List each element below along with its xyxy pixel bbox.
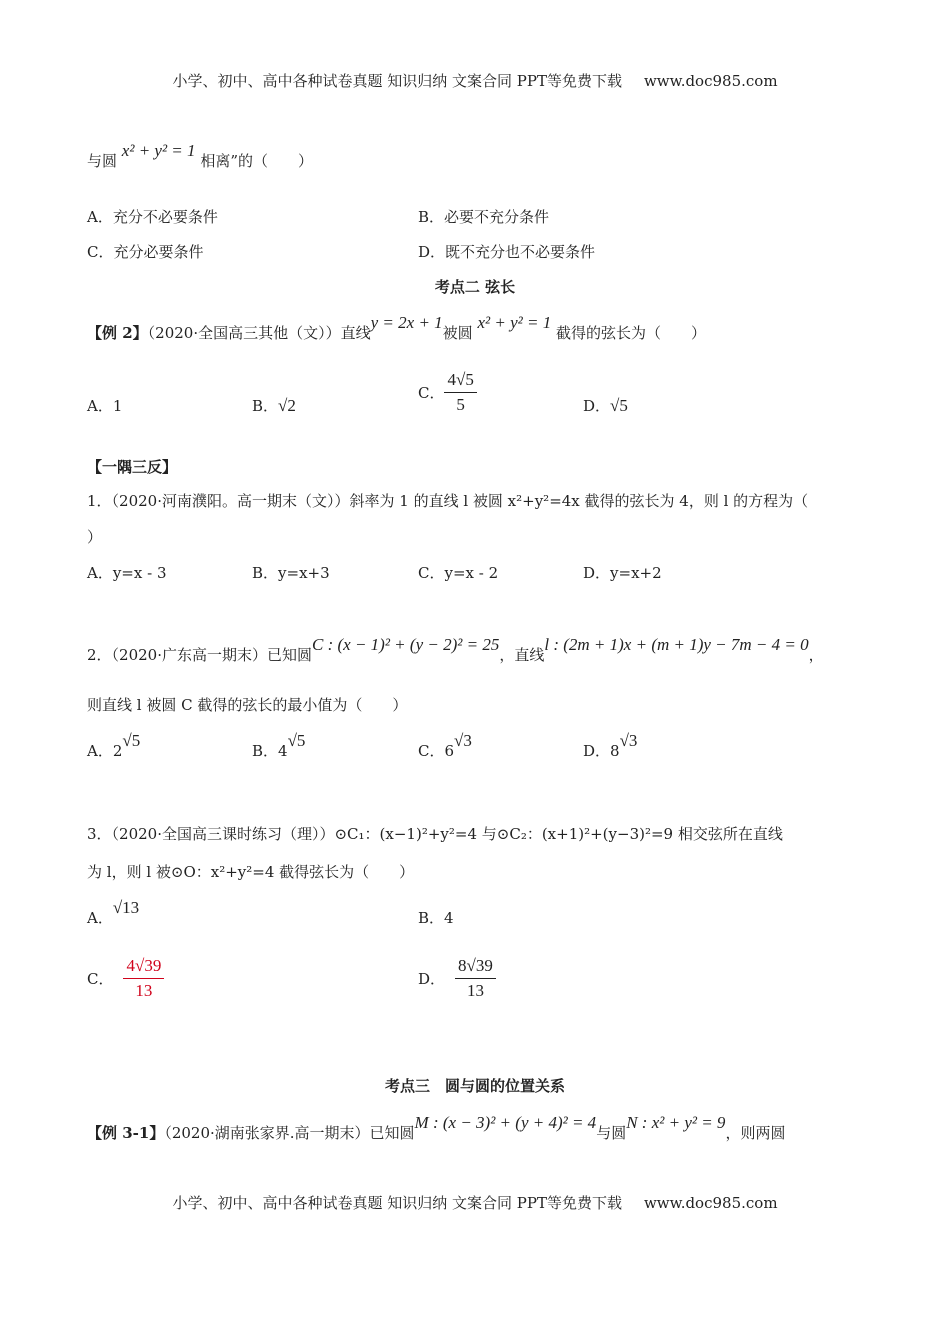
option-label: B．4 — [252, 742, 288, 760]
option-label: A．2 — [87, 742, 123, 760]
q1-text-cont: ） — [87, 528, 103, 546]
denominator: 13 — [135, 981, 153, 1000]
option-label: D．8 — [583, 742, 620, 760]
option-label: C．6 — [418, 742, 455, 760]
intro-post: 相离”的（ ） — [200, 152, 313, 170]
option-value: √2 — [278, 396, 296, 415]
header-url[interactable]: www.doc985.com — [643, 72, 778, 90]
option-label: D． — [418, 970, 446, 988]
q2-option-b — [252, 731, 306, 761]
footer-url[interactable]: www.doc985.com — [643, 1194, 778, 1212]
q2-option-a — [87, 731, 141, 761]
q3-option-a — [87, 898, 140, 928]
intro-pre: 与圆 — [87, 152, 118, 170]
q2-mid: ，直线 — [499, 646, 545, 664]
example-mid: 被圆 — [442, 324, 473, 342]
numerator: 8√39 — [455, 956, 496, 979]
q1-option-c: C．y=x - 2 — [418, 564, 499, 582]
q2-text-cont: 则直线 l 被圆 C 截得的弦长的最小值为（ ） — [87, 696, 408, 714]
q1-option-d: D．y=x+2 — [583, 564, 662, 582]
numerator: 4√5 — [444, 370, 476, 393]
denominator: 13 — [466, 981, 484, 1000]
q3-text-cont: 为 l，则 l 被⊙O：x²+y²=4 截得弦长为（ ） — [87, 863, 415, 881]
intro-line — [87, 141, 313, 171]
page-footer — [0, 1192, 950, 1213]
example-2 — [87, 313, 706, 343]
option-label: D． — [583, 397, 611, 415]
q2-text — [87, 635, 824, 665]
example-source: （2020·湖南张家界.高一期末）已知圆 — [164, 1124, 415, 1142]
q1-text: 1．（2020·河南濮阳。高一期末（文））斜率为 1 的直线 l 被圆 x²+y²=4x 截得的弦长为 4，则 l 的方程为（ — [87, 492, 809, 510]
intro-option-a: A．充分不必要条件 — [87, 208, 218, 226]
option-root: √5 — [287, 731, 306, 750]
q3-option-b: B．4 — [418, 909, 454, 927]
header-text: 小学、初中、高中各种试卷真题 知识归纳 文案合同 PPT等免费下载 — [172, 72, 622, 90]
option-label: C． — [87, 970, 114, 988]
example-post: ，则两圆 — [725, 1124, 786, 1142]
intro-option-b: B．必要不充分条件 — [418, 208, 550, 226]
fraction — [455, 956, 496, 1001]
fraction — [123, 956, 164, 1001]
example-3-1 — [87, 1113, 786, 1143]
example-mid: 与圆 — [596, 1124, 627, 1142]
example-math-circle: x² + y² = 1 — [477, 313, 552, 332]
option-value: 1 — [112, 397, 123, 415]
option-value: √5 — [610, 396, 628, 415]
page-header — [0, 70, 950, 91]
q2-post: ， — [808, 646, 824, 664]
denominator: 5 — [456, 395, 465, 414]
q2-pre: 2．（2020·广东高一期末）已知圆 — [87, 646, 312, 664]
q3-option-d — [418, 956, 496, 1001]
option-root: √3 — [619, 731, 638, 750]
example-post: 截得的弦长为（ ） — [555, 324, 706, 342]
option-label: A． — [87, 397, 113, 415]
option-label: C． — [418, 384, 445, 402]
q3-option-c-answer — [87, 956, 164, 1001]
q1-option-a: A．y=x - 3 — [87, 564, 167, 582]
q2-option-c — [418, 731, 472, 761]
ex2-option-a — [87, 395, 122, 416]
example-source: （2020·全国高三其他（文））直线 — [147, 324, 371, 342]
q2-math-line: l : (2m + 1)x + (m + 1)y − 7m − 4 = 0 — [544, 635, 809, 654]
example-math-line: y = 2x + 1 — [370, 313, 443, 332]
footer-text: 小学、初中、高中各种试卷真题 知识归纳 文案合同 PPT等免费下载 — [172, 1194, 622, 1212]
ex2-option-c — [418, 370, 477, 415]
example-math-m: M : (x − 3)² + (y + 4)² = 4 — [414, 1113, 597, 1132]
option-label: A． — [87, 909, 113, 927]
q3-text: 3．（2020·全国高三课时练习（理））⊙C₁：(x−1)²+y²=4 与⊙C₂：(x+1)²+(y−3)²=9 相交弦所在直线 — [87, 825, 783, 843]
q2-math-circle: C : (x − 1)² + (y − 2)² = 25 — [312, 635, 500, 654]
option-root: √3 — [454, 731, 472, 750]
intro-math: x² + y² = 1 — [121, 141, 196, 160]
intro-option-d: D．既不充分也不必要条件 — [418, 243, 596, 261]
ex2-option-d — [583, 395, 628, 416]
option-value: √13 — [112, 898, 140, 917]
example-label: 【例 2】 — [87, 324, 148, 342]
numerator: 4√39 — [123, 956, 164, 979]
example-math-n: N : x² + y² = 9 — [626, 1113, 726, 1132]
section-title-3: 考点三 圆与圆的位置关系 — [384, 1077, 565, 1095]
section-title-2: 考点二 弦长 — [434, 278, 516, 296]
example-label: 【例 3-1】 — [87, 1124, 165, 1142]
intro-option-c: C．充分必要条件 — [87, 243, 204, 261]
q2-option-d — [583, 731, 638, 761]
fraction — [444, 370, 476, 415]
ex2-option-b — [252, 395, 296, 416]
option-label: B． — [252, 397, 279, 415]
option-root: √5 — [122, 731, 141, 750]
q1-option-b: B．y=x+3 — [252, 564, 330, 582]
practice-title: 【一隅三反】 — [87, 458, 178, 476]
